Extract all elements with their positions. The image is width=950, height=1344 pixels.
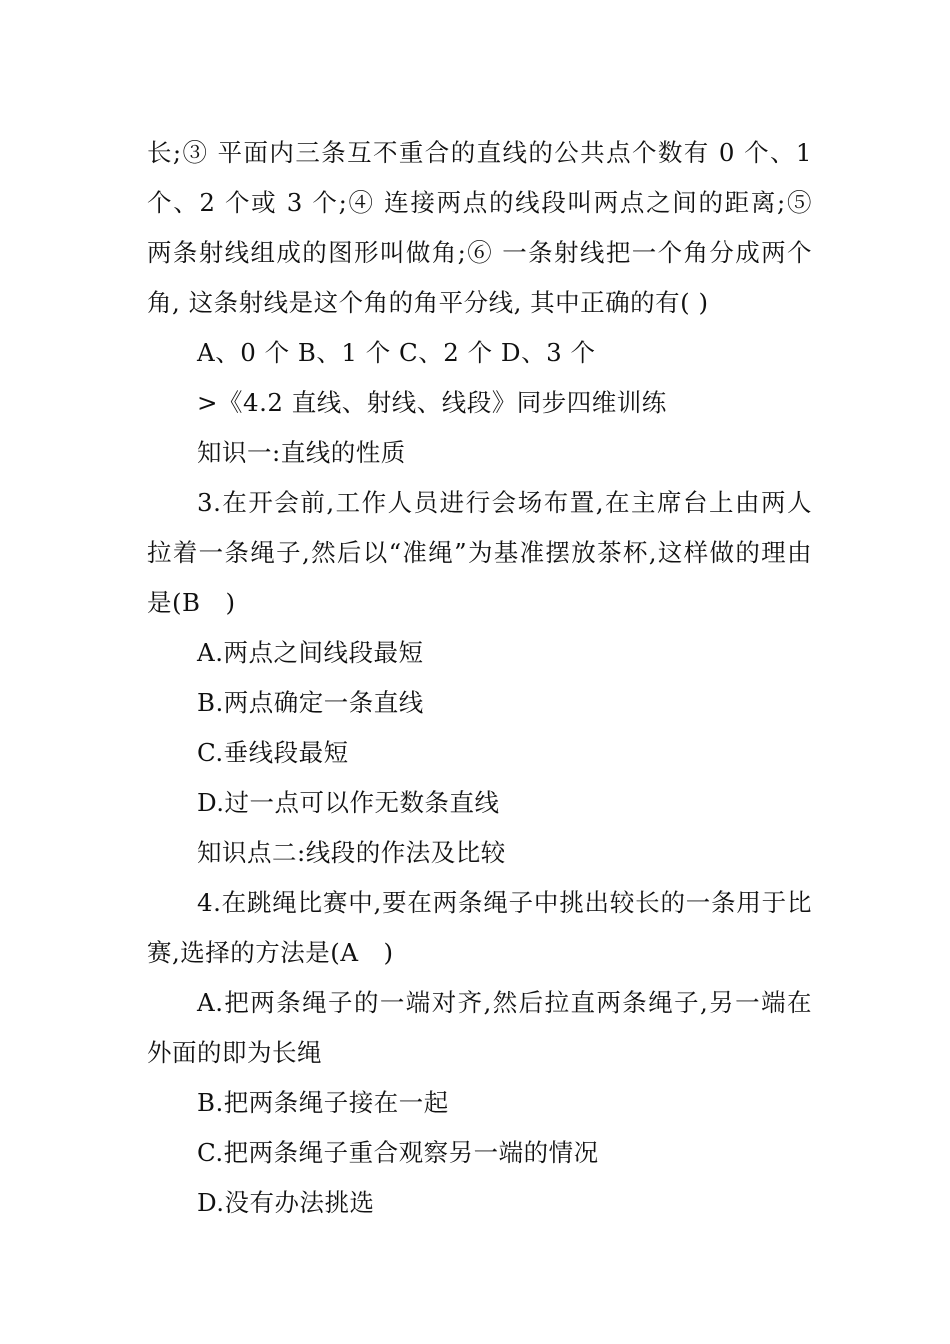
question-2-options: A、0 个 B、1 个 C、2 个 D、3 个 [197,338,596,367]
question-4-stem: 4.在跳绳比赛中,要在两条绳子中挑出较长的一条用于比赛,选择的方法是(A ) [147,888,812,967]
question-3-option-d: D.过一点可以作无数条直线 [197,788,500,817]
question-4-option-b: B.把两条绳子接在一起 [197,1088,449,1117]
question-3-stem: 3.在开会前,工作人员进行会场布置,在主席台上由两人拉着一条绳子,然后以“准绳”为基准摆放茶杯,这样做的理由是(B ) [147,488,812,617]
knowledge-point-1-title: 知识一:直线的性质 [197,438,406,467]
question-3-option-c: C.垂线段最短 [197,738,349,767]
question-4-option-d: D.没有办法挑选 [197,1188,375,1217]
document-page [147,128,821,1228]
knowledge-point-2-title: 知识点二:线段的作法及比较 [197,838,506,867]
question-4-option-c: C.把两条绳子重合观察另一端的情况 [197,1138,599,1167]
question-2-statements: 长;③ 平面内三条互不重合的直线的公共点个数有 0 个、1 个、2 个或 3 个;④ 连接两点的线段叫两点之间的距离;⑤ 两条射线组成的图形叫做角;⑥ 一条射线把一个角分成两个角, 这条射线是这个角的角平分线, 其中正确的有( ) [147,138,821,317]
question-3-option-a: A.两点之间线段最短 [197,638,424,667]
question-4-option-a: A.把两条绳子的一端对齐,然后拉直两条绳子,另一端在外面的即为长绳 [147,988,812,1067]
question-3-option-b: B.两点确定一条直线 [197,688,424,717]
section-heading: >《4.2 直线、射线、线段》同步四维训练 [197,388,667,417]
